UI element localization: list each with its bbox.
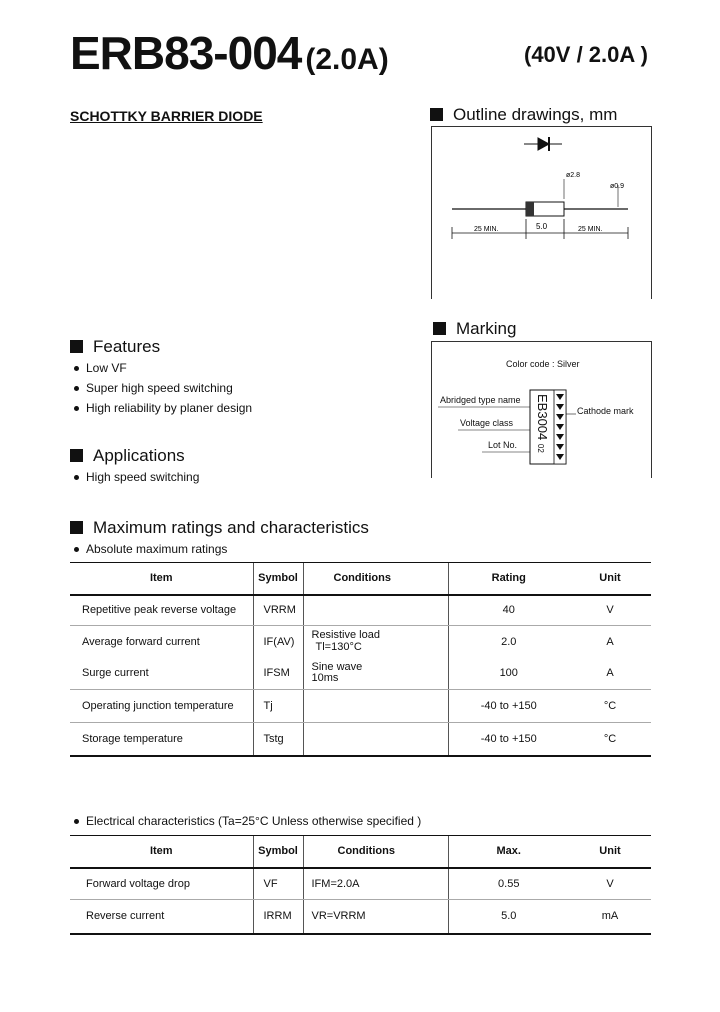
body-length-label: 5.0 — [536, 222, 548, 231]
column-header: Unit — [569, 563, 651, 595]
bullet-dot-icon — [74, 819, 79, 824]
diode-symbol-icon — [524, 137, 562, 151]
outline-heading: Outline drawings, mm — [430, 106, 617, 123]
table-row: Repetitive peak reverse voltage VRRM 40 V — [70, 595, 651, 626]
part-number: ERB83-004 — [70, 27, 302, 79]
table-row: Forward voltage drop VF IFM=2.0A 0.55 V — [70, 868, 651, 900]
body-marking-text: EB3004 02 — [535, 394, 550, 453]
column-header: Rating — [448, 563, 569, 595]
device-type: SCHOTTKY BARRIER DIODE — [70, 108, 263, 124]
column-header: Unit — [569, 836, 651, 868]
outline-drawing-box — [431, 126, 652, 299]
features-heading: Features — [70, 338, 160, 355]
absolute-ratings-subheading: Absolute maximum ratings — [74, 543, 227, 555]
square-bullet-icon — [70, 449, 83, 462]
table-row: Storage temperature Tstg -40 to +150 °C — [70, 723, 651, 756]
column-header: Symbol — [253, 836, 303, 868]
application-item: High speed switching — [74, 471, 199, 483]
lead-right-label: 25 MIN. — [578, 226, 603, 233]
square-bullet-icon — [70, 340, 83, 353]
body-diameter-label: ø2.8 — [566, 172, 581, 179]
max-ratings-heading: Maximum ratings and characteristics — [70, 519, 369, 536]
table-header-row — [70, 836, 651, 868]
marking-box — [431, 341, 652, 478]
square-bullet-icon — [70, 521, 83, 534]
abridged-type-label: Abridged type name — [440, 395, 521, 405]
column-header: Conditions — [303, 563, 448, 595]
max-ratings-table — [70, 562, 651, 757]
feature-item: Super high speed switching — [74, 382, 233, 394]
page-title — [70, 27, 389, 79]
square-bullet-icon — [433, 322, 446, 335]
diode-outline-drawing — [432, 127, 651, 299]
bullet-dot-icon — [74, 366, 79, 371]
lot-no-label: Lot No. — [488, 440, 518, 450]
cathode-mark-label: Cathode mark — [577, 406, 634, 416]
table-row: Average forward current IF(AV) Resistive load Tl=130°C 2.0 A — [70, 626, 651, 658]
column-header: Max. — [448, 836, 569, 868]
current-rating: (2.0A) — [305, 43, 389, 76]
electrical-subheading: Electrical characteristics (Ta=25°C Unless otherwise specified ) — [74, 815, 421, 827]
bullet-dot-icon — [74, 386, 79, 391]
feature-item: Low VF — [74, 362, 127, 374]
column-header: Symbol — [253, 563, 303, 595]
voltage-class-label: Voltage class — [460, 418, 514, 428]
lead-left-label: 25 MIN. — [474, 226, 499, 233]
table-row: Surge current IFSM Sine wave 10ms 100 A — [70, 658, 651, 690]
column-header: Item — [70, 563, 253, 595]
lead-diameter-label: ø0.9 — [610, 183, 625, 190]
table-header-row — [70, 563, 651, 595]
marking-heading: Marking — [433, 320, 516, 337]
table-row: Reverse current IRRM VR=VRRM 5.0 mA — [70, 900, 651, 934]
column-header: Conditions — [303, 836, 448, 868]
bullet-dot-icon — [74, 475, 79, 480]
color-code: Color code : Silver — [506, 359, 580, 369]
applications-heading: Applications — [70, 447, 185, 464]
square-bullet-icon — [430, 108, 443, 121]
bullet-dot-icon — [74, 406, 79, 411]
spec-summary: (40V / 2.0A ) — [524, 42, 648, 67]
feature-item: High reliability by planer design — [74, 402, 252, 414]
bullet-dot-icon — [74, 547, 79, 552]
electrical-table — [70, 835, 651, 935]
column-header: Item — [70, 836, 253, 868]
table-row: Operating junction temperature Tj -40 to +150 °C — [70, 690, 651, 723]
